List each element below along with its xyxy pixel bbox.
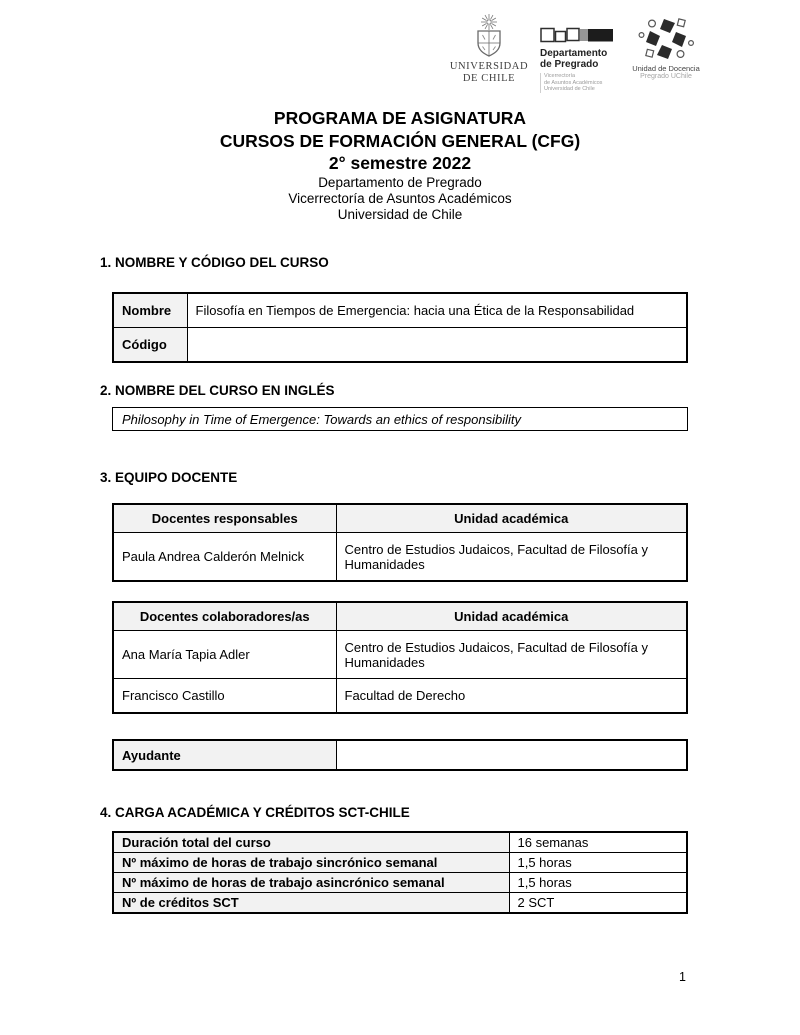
- table-row: [113, 740, 687, 770]
- section-3-heading: 3. EQUIPO DOCENTE: [100, 470, 238, 485]
- table-row: [113, 679, 687, 714]
- header-logos: [444, 13, 704, 93]
- course-name-code-table: [112, 292, 688, 363]
- english-name-box: Philosophy in Time of Emergence: Towards an ethics of responsibility: [112, 407, 688, 431]
- section-2-heading: 2. NOMBRE DEL CURSO EN INGLÉS: [100, 383, 335, 398]
- table-row: [113, 893, 687, 914]
- docente-name-cell: Paula Andrea Calderón Melnick: [113, 533, 336, 582]
- table-row: [113, 832, 687, 853]
- nombre-label-cell: Nombre: [113, 293, 187, 328]
- docente-unit-cell: Centro de Estudios Judaicos, Facultad de Filosofía y Humanidades: [336, 533, 687, 582]
- ayudante-table: [112, 739, 688, 771]
- docentes-responsables-table: [112, 503, 688, 582]
- document-subtitle-line-1: Departamento de Pregrado: [318, 174, 482, 190]
- docente-name-cell: Ana María Tapia Adler: [113, 631, 336, 679]
- pregrado-logo-sub-1: Vicerrectoría: [544, 73, 576, 79]
- table-row: [113, 853, 687, 873]
- horas-asincronico-label-cell: Nº máximo de horas de trabajo asincrónico semanal: [113, 873, 509, 893]
- ayudante-label-cell: Ayudante: [113, 740, 336, 770]
- carga-academica-table: [112, 831, 688, 914]
- responsables-col-header: Docentes responsables: [113, 504, 336, 533]
- docente-unit-cell: Facultad de Derecho: [336, 679, 687, 714]
- docencia-logo-text-1: Unidad de Docencia: [632, 64, 700, 73]
- unidad-academica-col-header: Unidad académica: [336, 504, 687, 533]
- pregrado-logo-sub-3: Universidad de Chile: [544, 86, 595, 92]
- creditos-sct-label-cell: Nº de créditos SCT: [113, 893, 509, 914]
- colaboradores-col-header: Docentes colaboradores/as: [113, 602, 336, 631]
- codigo-label-cell: Código: [113, 328, 187, 363]
- uchile-crest-icon: [464, 13, 514, 59]
- nombre-value-cell: Filosofía en Tiempos de Emergencia: hacia una Ética de la Responsabilidad: [187, 293, 687, 328]
- section-1-heading: 1. NOMBRE Y CÓDIGO DEL CURSO: [100, 255, 329, 270]
- horas-sincronico-label-cell: Nº máximo de horas de trabajo sincrónico semanal: [113, 853, 509, 873]
- document-title-line-2: CURSOS DE FORMACIÓN GENERAL (CFG): [219, 130, 581, 151]
- pregrado-logo-title-1: Departamento: [540, 48, 608, 59]
- table-row: [113, 293, 687, 328]
- table-row: [113, 873, 687, 893]
- duracion-label-cell: Duración total del curso: [113, 832, 509, 853]
- duracion-value-cell: 16 semanas: [509, 832, 687, 853]
- table-row: [113, 533, 687, 582]
- codigo-value-cell: [187, 328, 687, 363]
- horas-sincronico-value-cell: 1,5 horas: [509, 853, 687, 873]
- docentes-colaboradores-table: [112, 601, 688, 714]
- table-row: [113, 631, 687, 679]
- pregrado-logo-sub-2: de Asuntos Académicos: [544, 79, 603, 86]
- document-subtitle-line-3: Universidad de Chile: [337, 206, 463, 222]
- section-4-heading: 4. CARGA ACADÉMICA Y CRÉDITOS SCT-CHILE: [100, 805, 410, 820]
- uchile-logo: [444, 13, 534, 85]
- document-title-line-1: PROGRAMA DE ASIGNATURA: [273, 108, 527, 128]
- horas-asincronico-value-cell: 1,5 horas: [509, 873, 687, 893]
- uchile-logo-text-1: UNIVERSIDAD: [449, 61, 529, 72]
- pregrado-squares-icon: [540, 27, 614, 44]
- document-subtitle-line-2: Vicerrectoría de Asuntos Académicos: [288, 190, 512, 206]
- page-number: 1: [679, 970, 686, 984]
- docencia-pinwheel-icon: [634, 17, 698, 61]
- docente-name-cell: Francisco Castillo: [113, 679, 336, 714]
- pregrado-logo-title-2: de Pregrado: [540, 59, 599, 70]
- pregrado-logo: [540, 13, 620, 93]
- uchile-logo-text-2: DE CHILE: [462, 73, 516, 84]
- ayudante-value-cell: [336, 740, 687, 770]
- unidad-academica-col-header: Unidad académica: [336, 602, 687, 631]
- table-header-row: [113, 602, 687, 631]
- table-row: [113, 328, 687, 363]
- docencia-logo: [628, 13, 704, 81]
- creditos-sct-value-cell: 2 SCT: [509, 893, 687, 914]
- table-header-row: [113, 504, 687, 533]
- title-block: [0, 107, 800, 223]
- docencia-logo-text-2: Pregrado UChile: [640, 73, 692, 80]
- document-title-line-3: 2° semestre 2022: [328, 153, 472, 173]
- docente-unit-cell: Centro de Estudios Judaicos, Facultad de Filosofía y Humanidades: [336, 631, 687, 679]
